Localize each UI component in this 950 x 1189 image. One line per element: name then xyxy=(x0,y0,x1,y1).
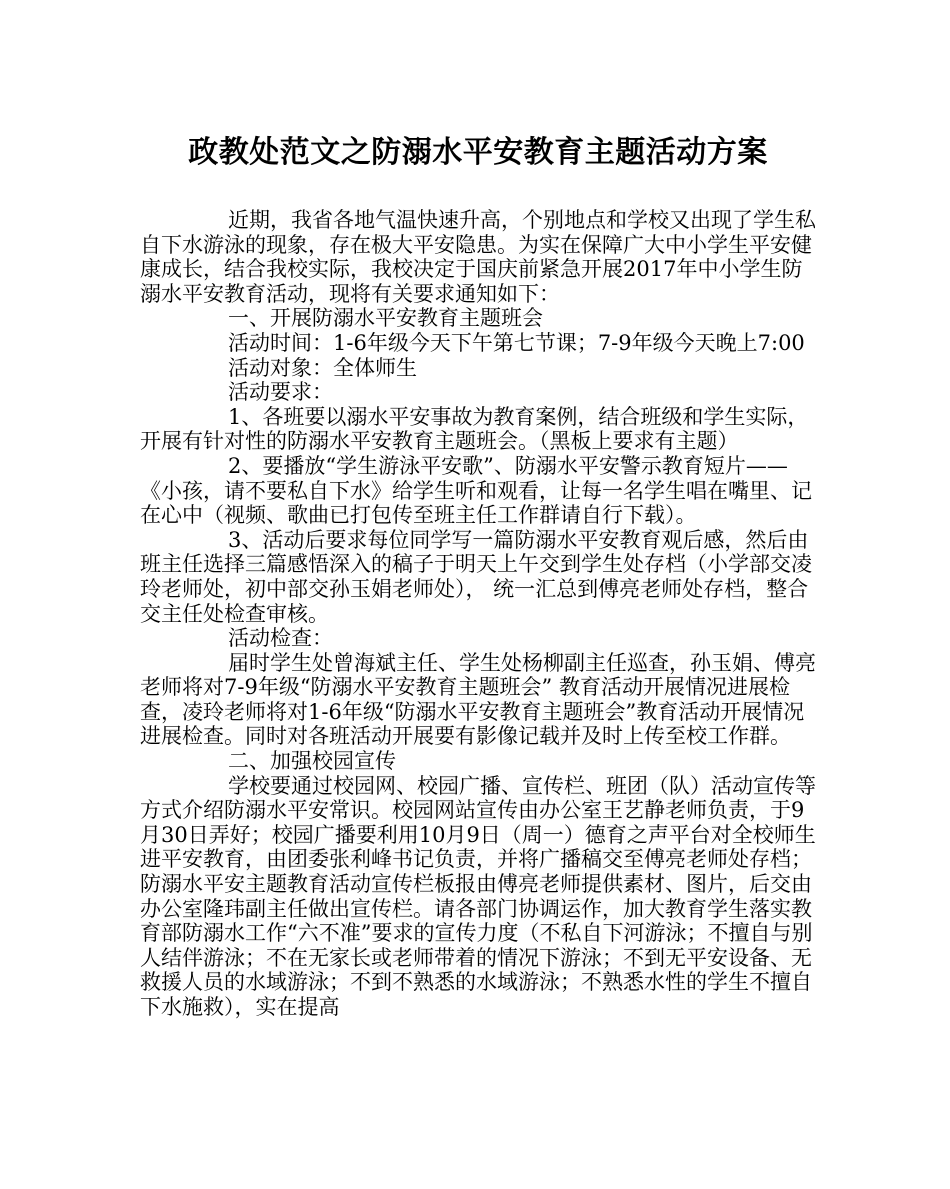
paragraph-check-details: 届时学生处曾海斌主任、学生处杨柳副主任巡查，孙玉娟、傅亮老师将对7-9年级“防溺水平安教育主题班会” 教育活动开展情况进展检查，凌玲老师将对1-6年级“防溺水平安教育主题班会”教育活动开展情况进展检查。同时对各班活动开展要有影像记载并及时上传至校工作群。 xyxy=(140,650,816,749)
paragraph-activity-requirements: 活动要求： xyxy=(228,380,333,405)
section-heading-1: 一、开展防溺水平安教育主题班会 xyxy=(228,306,543,331)
paragraph-activity-target: 活动对象：全体师生 xyxy=(228,355,417,380)
document-body xyxy=(140,208,816,1020)
paragraph-requirement-2: 2、要播放“学生游泳平安歌”、防溺水平安警示教育短片——《小孩，请不要私自下水》给学生听和观看，让每一名学生唱在嘴里、记在心中（视频、歌曲已打包传至班主任工作群请自行下载）。 xyxy=(140,453,812,528)
section-heading-2: 二、加强校园宣传 xyxy=(228,749,396,774)
paragraph-campus-publicity: 学校要通过校园网、校园广播、宣传栏、班团（队）活动宣传等方式介绍防溺水平安常识。校园网站宣传由办公室王艺静老师负责，于9月30日弄好；校园广播要利用10月9日（周一）德育之声平台对全校师生进平安教育，由团委张利峰书记负责，并将广播稿交至傅亮老师处存档；防溺水平安主题教育活动宣传栏板报由傅亮老师提供素材、图片，后交由办公室隆玮副主任做出宣传栏。请各部门协调运作，加大教育学生落实教育部防溺水工作“六不准”要求的宣传力度（不私自下河游泳；不擅自与别人结伴游泳；不在无家长或老师带着的情况下游泳；不到无平安设备、无救援人员的水域游泳；不到不熟悉的水域游泳；不熟悉水性的学生不擅自下水施救），实在提高 xyxy=(140,773,816,1019)
document-title: 政教处范文之防溺水平安教育主题活动方案 xyxy=(188,135,768,170)
paragraph-requirement-3: 3、活动后要求每位同学写一篇防溺水平安教育观后感，然后由班主任选择三篇感悟深入的稿子于明天上午交到学生处存档（小学部交凌玲老师处，初中部交孙玉娟老师处）， 统一汇总到傅亮老师处存档，整合交主任处检查审核。 xyxy=(140,527,812,626)
paragraph-activity-check: 活动检查： xyxy=(228,626,333,651)
paragraph-intro: 近期，我省各地气温快速升高，个别地点和学校又出现了学生私自下水游泳的现象，存在极大平安隐患。为实在保障广大中小学生平安健康成长，结合我校实际，我校决定于国庆前紧急开展2017年中小学生防溺水平安教育活动，现将有关要求通知如下： xyxy=(140,208,816,306)
paragraph-activity-time: 活动时间：1-6年级今天下午第七节课；7-9年级今天晚上7:00 xyxy=(228,330,805,355)
paragraph-requirement-1: 1、各班要以溺水平安事故为教育案例，结合班级和学生实际，开展有针对性的防溺水平安教育主题班会。（黑板上要求有主题） xyxy=(140,404,809,454)
